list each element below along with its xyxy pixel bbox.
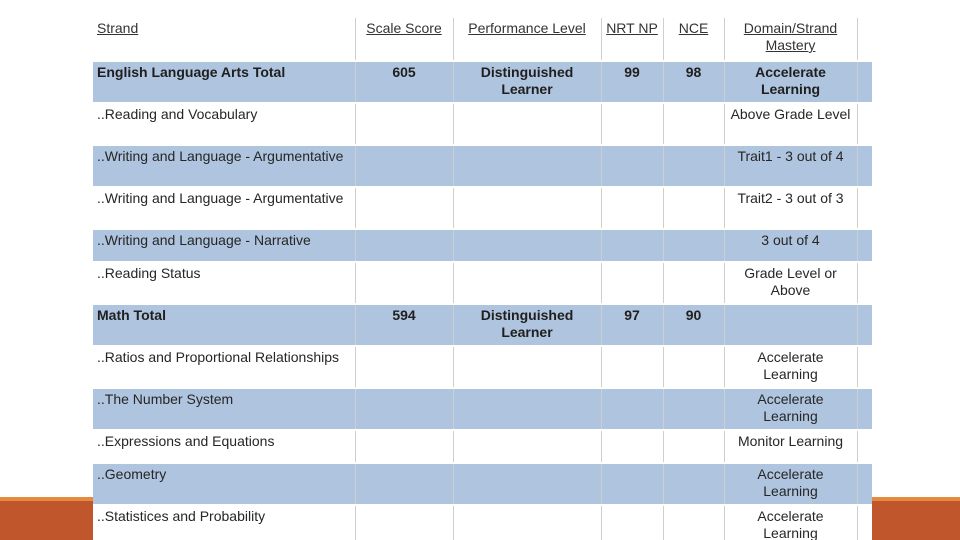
cell-performance-level — [453, 145, 601, 187]
cell-nce — [663, 388, 724, 430]
header-strand: Strand — [93, 18, 355, 61]
cell-performance-level — [453, 103, 601, 145]
cell-strand: ..Statistices and Probability — [93, 505, 355, 540]
table-row — [93, 187, 872, 229]
cell-nce — [663, 187, 724, 229]
cell-scale-score — [355, 430, 453, 463]
table-row — [93, 262, 872, 304]
cell-nrt-np — [601, 505, 663, 540]
table-row-math-total — [93, 304, 872, 346]
cell-mastery — [724, 304, 857, 346]
cell-performance-level: Distinguished Learner — [453, 304, 601, 346]
cell-spacer — [857, 103, 872, 145]
table-row — [93, 103, 872, 145]
cell-nrt-np: 99 — [601, 61, 663, 103]
cell-scale-score — [355, 262, 453, 304]
cell-nce — [663, 262, 724, 304]
cell-spacer — [857, 229, 872, 262]
cell-scale-score — [355, 463, 453, 505]
cell-performance-level — [453, 346, 601, 388]
cell-spacer — [857, 145, 872, 187]
cell-scale-score — [355, 187, 453, 229]
table-row-ela-total — [93, 61, 872, 103]
cell-spacer — [857, 187, 872, 229]
table-row — [93, 388, 872, 430]
cell-spacer — [857, 304, 872, 346]
cell-strand: ..Reading and Vocabulary — [93, 103, 355, 145]
cell-nrt-np — [601, 145, 663, 187]
cell-spacer — [857, 346, 872, 388]
cell-scale-score — [355, 103, 453, 145]
cell-performance-level — [453, 187, 601, 229]
cell-nce — [663, 346, 724, 388]
cell-nrt-np — [601, 187, 663, 229]
cell-nce — [663, 103, 724, 145]
cell-spacer — [857, 262, 872, 304]
table-row — [93, 145, 872, 187]
header-nce: NCE — [663, 18, 724, 61]
cell-strand: ..Expressions and Equations — [93, 430, 355, 463]
cell-strand: ..Geometry — [93, 463, 355, 505]
cell-scale-score — [355, 505, 453, 540]
cell-performance-level — [453, 463, 601, 505]
cell-nce — [663, 430, 724, 463]
header-nrt-np: NRT NP — [601, 18, 663, 61]
cell-nrt-np — [601, 103, 663, 145]
cell-nce — [663, 229, 724, 262]
cell-spacer — [857, 463, 872, 505]
cell-mastery: Accelerate Learning — [724, 346, 857, 388]
cell-performance-level — [453, 430, 601, 463]
cell-mastery: Trait2 - 3 out of 3 — [724, 187, 857, 229]
cell-mastery: 3 out of 4 — [724, 229, 857, 262]
cell-nce — [663, 145, 724, 187]
cell-spacer — [857, 61, 872, 103]
cell-nce: 98 — [663, 61, 724, 103]
cell-mastery: Monitor Learning — [724, 430, 857, 463]
cell-strand: ..Writing and Language - Narrative — [93, 229, 355, 262]
header-mastery: Domain/Strand Mastery — [724, 18, 857, 61]
cell-nrt-np — [601, 430, 663, 463]
cell-spacer — [857, 505, 872, 540]
cell-spacer — [857, 430, 872, 463]
cell-mastery: Accelerate Learning — [724, 463, 857, 505]
cell-strand: ..Writing and Language - Argumentative — [93, 145, 355, 187]
cell-nrt-np — [601, 346, 663, 388]
cell-strand: English Language Arts Total — [93, 61, 355, 103]
header-performance-level: Performance Level — [453, 18, 601, 61]
header-row — [93, 18, 872, 61]
cell-nce — [663, 463, 724, 505]
cell-nrt-np — [601, 388, 663, 430]
cell-nrt-np — [601, 262, 663, 304]
table-row — [93, 229, 872, 262]
table-row — [93, 505, 872, 540]
cell-scale-score — [355, 388, 453, 430]
cell-nrt-np — [601, 229, 663, 262]
table-row — [93, 430, 872, 463]
cell-scale-score — [355, 346, 453, 388]
cell-scale-score — [355, 145, 453, 187]
header-scale-score: Scale Score — [355, 18, 453, 61]
table-row — [93, 463, 872, 505]
cell-scale-score: 605 — [355, 61, 453, 103]
cell-nrt-np — [601, 463, 663, 505]
cell-mastery: Above Grade Level — [724, 103, 857, 145]
cell-mastery: Accelerate Learning — [724, 505, 857, 540]
cell-nrt-np: 97 — [601, 304, 663, 346]
cell-strand: Math Total — [93, 304, 355, 346]
cell-performance-level: Distinguished Learner — [453, 61, 601, 103]
cell-performance-level — [453, 505, 601, 540]
score-report-table — [93, 18, 872, 540]
cell-mastery: Grade Level or Above — [724, 262, 857, 304]
cell-nce — [663, 505, 724, 540]
cell-scale-score: 594 — [355, 304, 453, 346]
table-row — [93, 346, 872, 388]
cell-mastery: Trait1 - 3 out of 4 — [724, 145, 857, 187]
score-report-sheet — [93, 18, 872, 540]
cell-performance-level — [453, 229, 601, 262]
cell-performance-level — [453, 262, 601, 304]
cell-strand: ..Ratios and Proportional Relationships — [93, 346, 355, 388]
cell-performance-level — [453, 388, 601, 430]
cell-strand: ..The Number System — [93, 388, 355, 430]
cell-spacer — [857, 388, 872, 430]
cell-mastery: Accelerate Learning — [724, 388, 857, 430]
cell-mastery: Accelerate Learning — [724, 61, 857, 103]
cell-scale-score — [355, 229, 453, 262]
cell-strand: ..Reading Status — [93, 262, 355, 304]
cell-strand: ..Writing and Language - Argumentative — [93, 187, 355, 229]
header-spacer — [857, 18, 872, 61]
cell-nce: 90 — [663, 304, 724, 346]
